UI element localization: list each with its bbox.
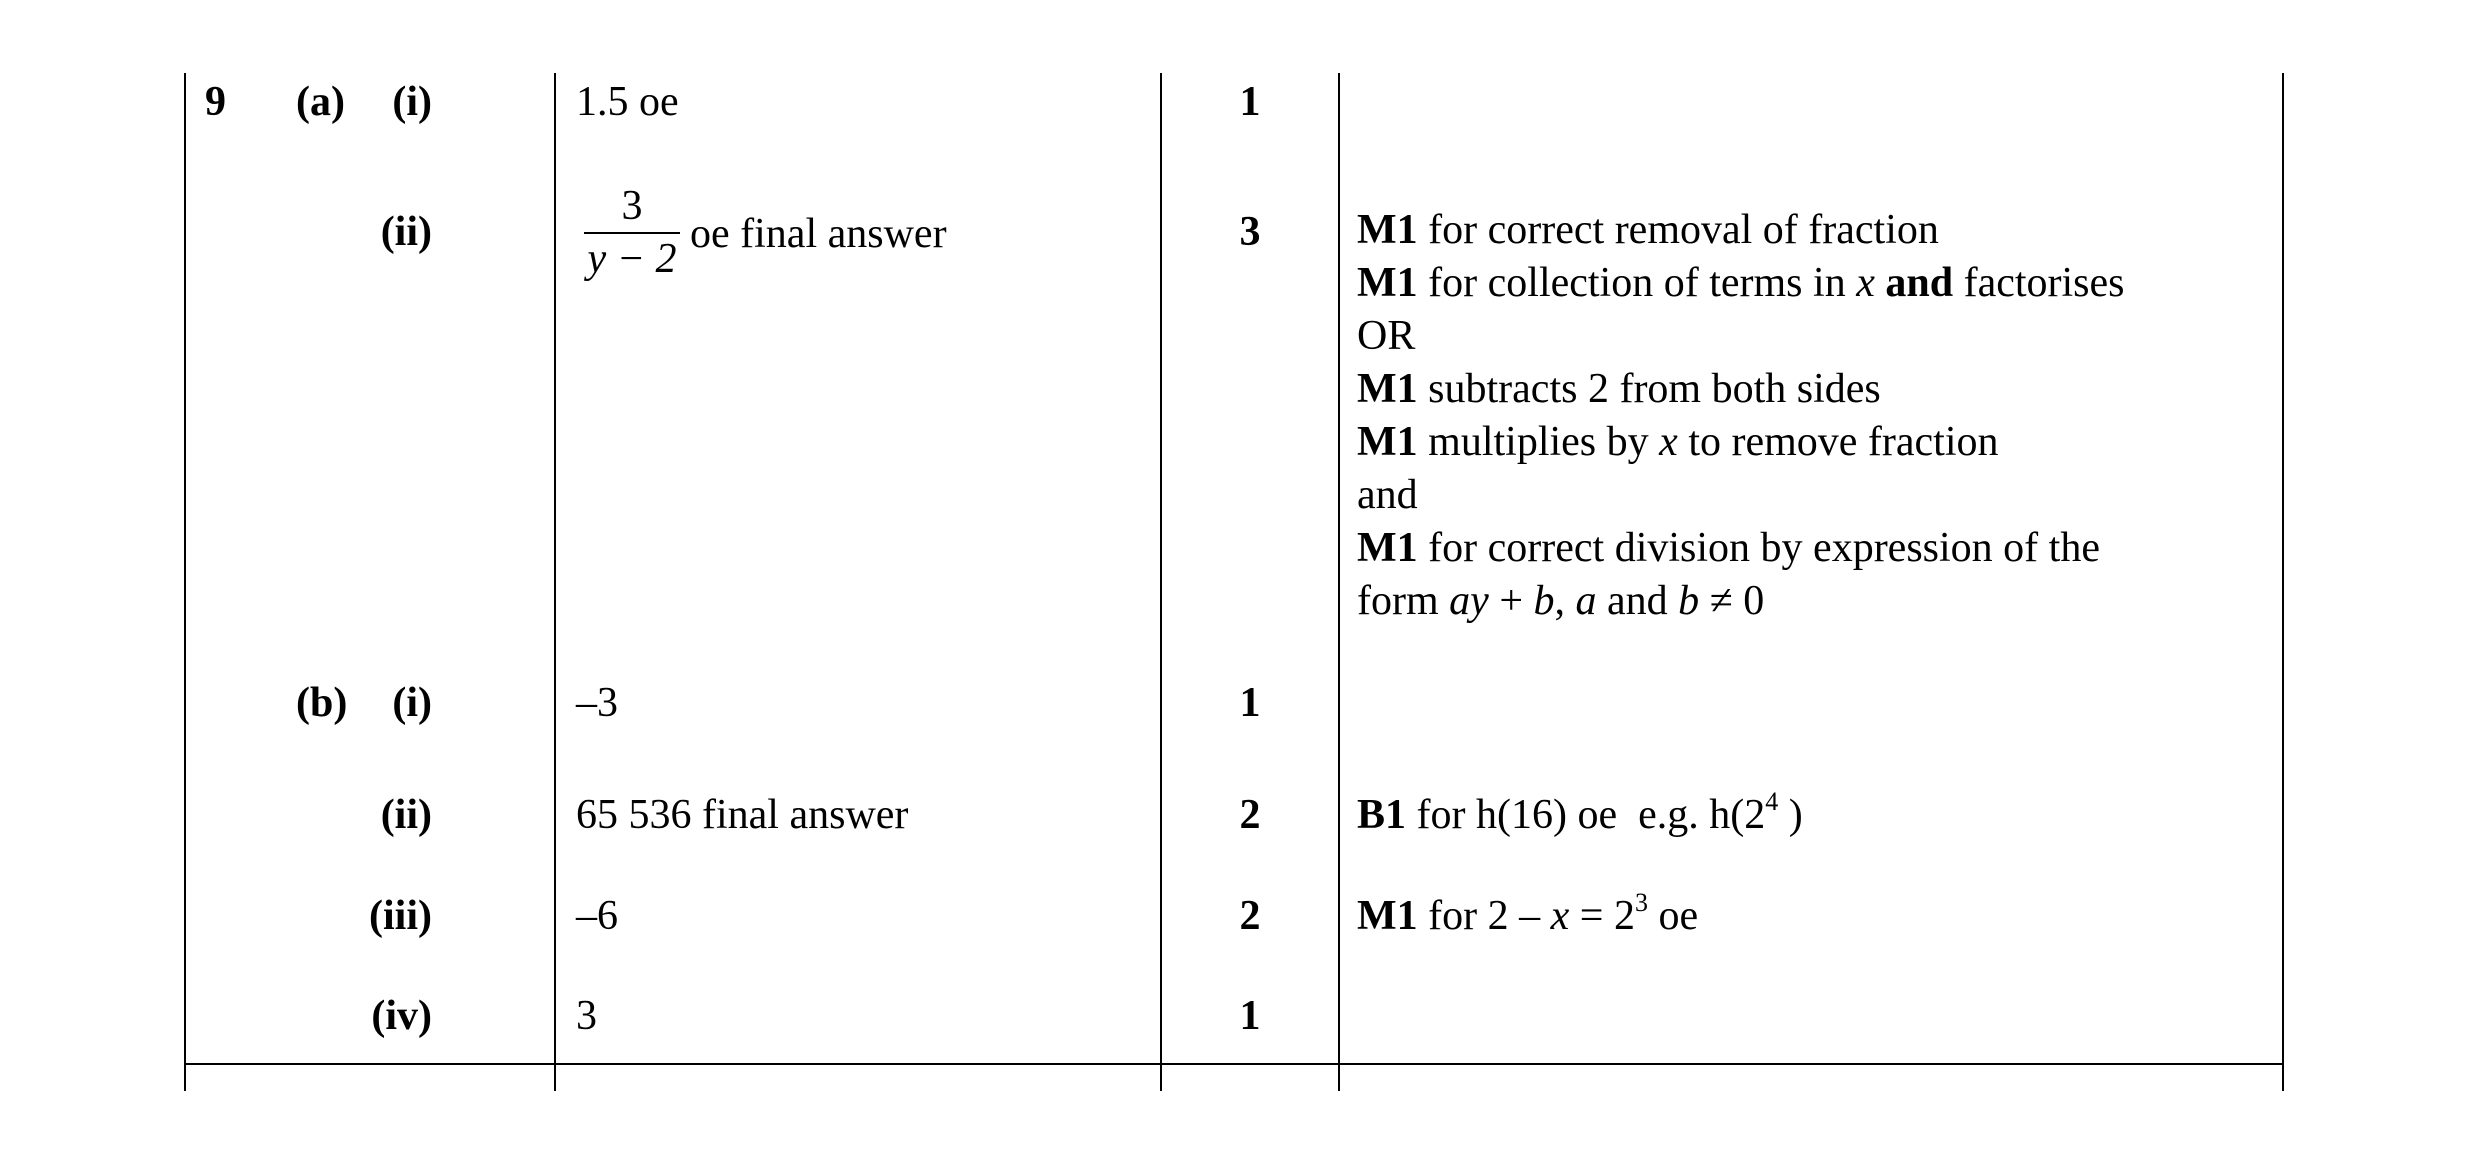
fraction-numerator: 3	[584, 180, 680, 234]
guidance-line: M1 subtracts 2 from both sides	[1357, 366, 1881, 412]
guidance-line: M1 for collection of terms in x and factorises	[1357, 260, 2125, 306]
mark-b-i: 1	[1239, 680, 1261, 726]
part-label-b: (b)	[296, 680, 348, 726]
answer-b-i: –3	[576, 680, 618, 726]
guidance-line: B1 for h(16) oe e.g. $h(2^4$ )	[1357, 787, 1803, 838]
guidance-line: form ay + b, a and b ≠ 0	[1357, 578, 1765, 624]
subpart-label-a-i: (i)	[392, 79, 432, 125]
mark-a-i: 1	[1239, 79, 1261, 125]
mark-b-iv: 1	[1239, 993, 1261, 1039]
guidance-line: M1 for correct division by expression of the	[1357, 525, 2100, 571]
subpart-label-a-ii: (ii)	[380, 209, 432, 255]
answer-b-iv: 3	[576, 993, 597, 1039]
guidance-line: M1 for $2 - x = 2^3$ oe	[1357, 888, 1699, 939]
answer-a-ii: oe final answer	[690, 211, 947, 257]
answer-column-divider	[554, 73, 556, 1091]
answer-a-i: 1.5 oe	[576, 79, 679, 125]
table-right-border	[2282, 73, 2284, 1091]
subpart-label-b-ii: (ii)	[380, 792, 432, 838]
marks-column-divider	[1160, 73, 1162, 1091]
mark-b-iii: 2	[1239, 893, 1261, 939]
answer-b-ii: 65 536 final answer	[576, 792, 909, 838]
guidance-line: OR	[1357, 313, 1416, 359]
subpart-label-b-iii: (iii)	[369, 893, 432, 939]
subpart-label-b-i: (i)	[392, 680, 432, 726]
guidance-line: M1 multiplies by x to remove fraction	[1357, 419, 1999, 465]
guidance-line: and	[1357, 472, 1418, 518]
row-bottom-rule	[184, 1063, 2284, 1065]
subpart-label-b-iv: (iv)	[371, 993, 432, 1039]
answer-b-iii: –6	[576, 893, 618, 939]
answer-a-ii-fraction	[582, 180, 682, 284]
part-label-a: (a)	[296, 79, 345, 125]
question-number: 9	[205, 79, 226, 125]
mark-a-ii: 3	[1239, 209, 1261, 255]
guidance-column-divider	[1338, 73, 1340, 1091]
table-left-border	[184, 73, 186, 1091]
guidance-line: M1 for correct removal of fraction	[1357, 207, 1939, 253]
mark-b-ii: 2	[1239, 792, 1261, 838]
fraction-denominator: y − 2	[587, 236, 677, 282]
